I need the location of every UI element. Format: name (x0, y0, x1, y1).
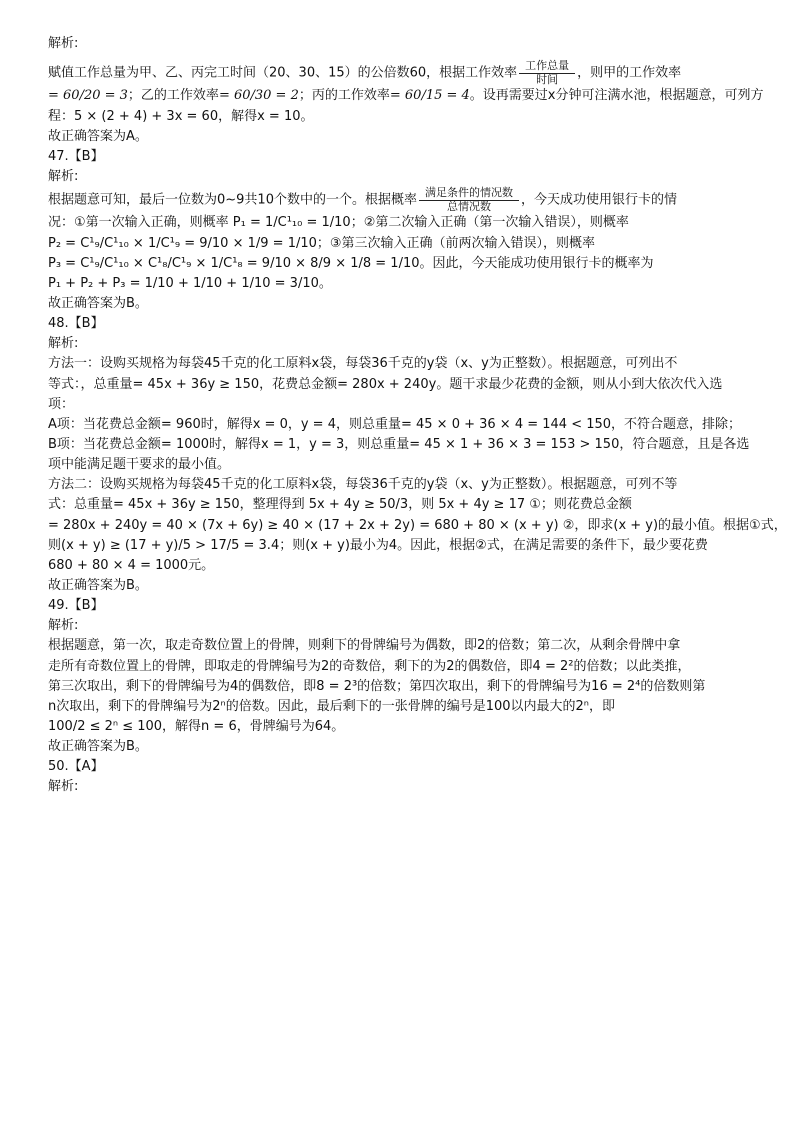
q48-method2-line3: = 280x + 240y = 40 × (7x + 6y) ≥ 40 × (17 + 2x + 2y) = 680 + 80 × (x + y) ②，即求(x + y)的最小值。根据①式， (48, 517, 787, 533)
q47-paragraph-line5: P₁ + P₂ + P₃ = 1/10 + 1/10 + 1/10 = 3/10。 (48, 275, 332, 291)
q48-method2-line4: 则(x + y) ≥ (17 + y)/5 > 17/5 = 3.4；则(x + y)最小为4。因此，根据②式，在满足需要的条件下，最少要花费 (48, 537, 708, 553)
q48-method2-line2: 式：总重量= 45x + 36y ≥ 150，整理得到 5x + 4y ≥ 50/3，则 5x + 4y ≥ 17 ①；则花费总金额 (48, 497, 632, 513)
q49-paragraph-line1: 根据题意，第一次，取走奇数位置上的骨牌，则剩下的骨牌编号为偶数，即2的倍数；第二次，从剩余骨牌中拿 (48, 638, 681, 654)
q47-paragraph-line1: 根据题意可知，最后一位数为0~9共10个数中的一个。根据概率 $\frac{\text{满足条件的情况数}}{\text{总情况数}}$ ，今天成功使用银行卡的情 (48, 186, 677, 213)
analysis-label: 解析: (48, 336, 79, 352)
q46-text: 赋值工作总量为甲、乙、丙完工时间（20、30、15）的公倍数60，根据工作效率 (48, 65, 518, 81)
q46-paragraph-line1 (48, 60, 760, 86)
q48-method2-line5: 680 + 80 × 4 = 1000元。 (48, 557, 215, 573)
q47-paragraph-line4: P₃ = C¹₉/C¹₁₀ × C¹₈/C¹₉ × 1/C¹₈ = 9/10 × 8/9 × 1/8 = 1/10。因此，今天能成功使用银行卡的概率为 (48, 255, 654, 271)
q50-heading: 50.【A】 (48, 759, 104, 775)
q48-method1-line1: 方法一：设购买规格为每袋45千克的化工原料x袋，每袋36千克的y袋（x、y为正整数）。根据题意，可列出不 (48, 356, 678, 372)
q47-heading: 47.【B】 (48, 148, 104, 164)
probability-formula: $\frac{\text{满足条件的情况数}}{\text{总情况数}}$ (419, 187, 519, 213)
q46-paragraph-line2: = 60/20 = 3；乙的工作效率= 60/30 = 2；丙的工作效率= 60/15 = 4。设再需要过x分钟可注满水池，根据题意，可列方 (48, 88, 764, 104)
q46-text: ，则甲的工作效率 (577, 65, 682, 81)
q46-paragraph-line3: 程：5 × (2 + 4) + 3x = 60，解得x = 10。 (48, 108, 314, 124)
analysis-label: 解析: (48, 618, 79, 634)
q48-heading: 48.【B】 (48, 316, 104, 332)
q49-paragraph-line5: 100/2 ≤ 2ⁿ ≤ 100，解得n = 6，骨牌编号为64。 (48, 718, 345, 734)
q48-option-b-line2: 项中能满足题干要求的最小值。 (48, 457, 231, 473)
efficiency-formula: $\frac{\text{工作总量}}{\text{时间}}$ (519, 60, 575, 86)
q49-paragraph-line3: 第三次取出，剩下的骨牌编号为4的偶数倍，即8 = 2³的倍数；第四次取出，剩下的骨牌编号为16 = 2⁴的倍数则第 (48, 678, 706, 694)
q48-method1-line3: 项： (48, 396, 75, 412)
q48-answer: 故正确答案为B。 (48, 577, 148, 593)
q49-heading: 49.【B】 (48, 598, 104, 614)
q47-paragraph-line3: P₂ = C¹₉/C¹₁₀ × 1/C¹₉ = 9/10 × 1/9 = 1/10；③第三次输入正确（前两次输入错误），则概率 (48, 235, 596, 251)
analysis-label: 解析: (48, 779, 79, 795)
q46-answer: 故正确答案为A。 (48, 128, 148, 144)
q47-paragraph-line2: 况：①第一次输入正确，则概率 P₁ = 1/C¹₁₀ = 1/10；②第二次输入正确（第一次输入错误），则概率 (48, 215, 629, 231)
q49-answer: 故正确答案为B。 (48, 739, 148, 755)
analysis-label: 解析: (48, 168, 79, 184)
q49-paragraph-line4: n次取出，剩下的骨牌编号为2ⁿ的倍数。因此，最后剩下的一张骨牌的编号是100以内最大的2ⁿ，即 (48, 698, 615, 714)
q48-option-b-line1: B项：当花费总金额= 1000时，解得x = 1，y = 3，则总重量= 45 × 1 + 36 × 3 = 153 > 150，符合题意，且是各选 (48, 436, 750, 452)
q48-method1-line2: 等式：，总重量= 45x + 36y ≥ 150，花费总金额= 280x + 240y。题干求最少花费的金额，则从小到大依次代入选 (48, 376, 723, 392)
analysis-label: 解析: (48, 36, 79, 51)
document-page (48, 34, 787, 797)
q49-paragraph-line2: 走所有奇数位置上的骨牌，即取走的骨牌编号为2的奇数倍，剩下的为2的偶数倍，即4 = 2²的倍数；以此类推， (48, 658, 691, 674)
q48-option-a: A项：当花费总金额= 960时，解得x = 0，y = 4，则总重量= 45 × 0 + 36 × 4 = 144 < 150，不符合题意，排除； (48, 416, 742, 432)
q47-answer: 故正确答案为B。 (48, 295, 148, 311)
q48-method2-line1: 方法二：设购买规格为每袋45千克的化工原料x袋，每袋36千克的y袋（x、y为正整数）。根据题意，可列不等 (48, 477, 678, 493)
